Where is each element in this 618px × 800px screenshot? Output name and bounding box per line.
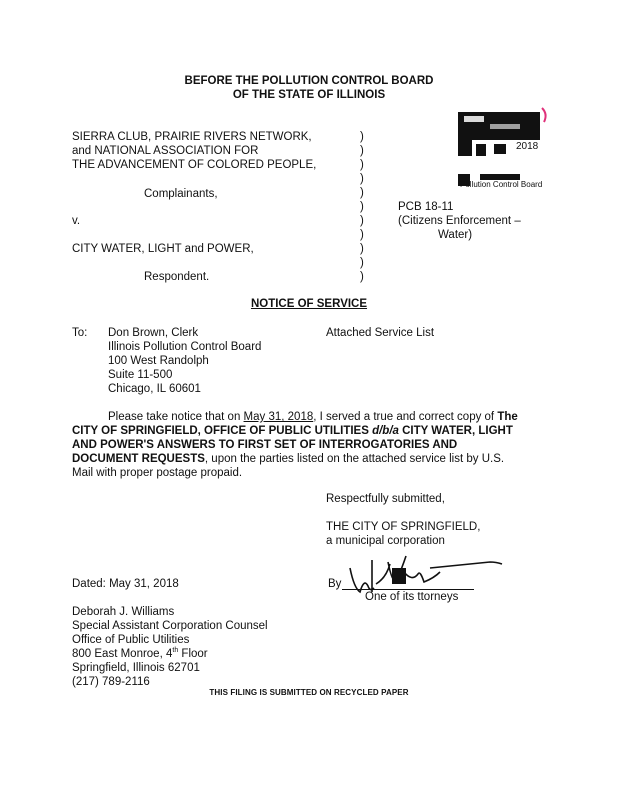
stamp-board-name: Pollution Control Board — [460, 180, 543, 189]
document-name: CITY OF SPRINGFIELD, OFFICE OF PUBLIC UTILITIES — [72, 425, 373, 437]
body-text: Please take notice that on — [108, 411, 244, 423]
caption-paren: ) — [360, 173, 364, 185]
body-line-3: AND POWER'S ANSWERS TO FIRST SET OF INTERROGATORIES AND — [72, 439, 458, 451]
filing-stamp — [454, 104, 552, 200]
counsel-phone: (217) 789-2116 — [72, 676, 150, 688]
caption-paren: ) — [360, 215, 364, 227]
attached-service-list: Attached Service List — [326, 327, 435, 339]
recipient-line-4: Suite 11-500 — [108, 369, 173, 381]
attorneys-caption: One of its ttorneys — [365, 591, 459, 603]
organization-description: a municipal corporation — [326, 535, 445, 547]
recycled-paper-footer: THIS FILING IS SUBMITTED ON RECYCLED PAPER — [209, 688, 409, 697]
address-superscript: th — [172, 647, 179, 655]
dba-text: d/b/a — [372, 425, 399, 437]
versus-label: v. — [72, 215, 81, 227]
caption-paren: ) — [360, 271, 364, 283]
recipient-line-1: Don Brown, Clerk — [108, 327, 199, 339]
court-title-line-2: OF THE STATE OF ILLINOIS — [232, 89, 386, 101]
complainants-label: Complainants, — [144, 188, 218, 200]
counsel-city: Springfield, Illinois 62701 — [72, 662, 200, 674]
recipient-line-2: Illinois Pollution Control Board — [108, 341, 262, 353]
address-text: Floor — [178, 648, 208, 660]
body-text: , upon the parties listed on the attached service list by U.S. — [204, 453, 505, 465]
counsel-address — [72, 647, 208, 661]
document-name-start: The — [497, 411, 518, 423]
caption-paren: ) — [360, 131, 364, 143]
recipient-line-3: 100 West Randolph — [108, 355, 209, 367]
respectfully-submitted: Respectfully submitted, — [326, 493, 445, 505]
body-line-2 — [72, 424, 513, 438]
case-number: PCB 18-11 — [398, 201, 454, 213]
caption-paren: ) — [360, 187, 364, 199]
recipient-line-5: Chicago, IL 60601 — [108, 383, 201, 395]
stamp-date: 2018 — [516, 141, 539, 152]
to-label: To: — [72, 327, 88, 339]
document-title: NOTICE OF SERVICE — [250, 298, 368, 310]
counsel-name: Deborah J. Williams — [72, 606, 175, 618]
body-line-4 — [72, 452, 504, 466]
respondent-name: CITY WATER, LIGHT and POWER, — [72, 243, 254, 255]
caption-paren: ) — [360, 145, 364, 157]
complainant-line-1: SIERRA CLUB, PRAIRIE RIVERS NETWORK, — [72, 131, 312, 143]
body-text: , I served a true and correct copy of — [313, 411, 498, 423]
document-name: CITY WATER, LIGHT — [398, 425, 513, 437]
case-type-line-2: Water) — [438, 229, 473, 241]
case-type-line-1: (Citizens Enforcement – — [398, 215, 521, 227]
caption-paren: ) — [360, 201, 364, 213]
caption-paren: ) — [360, 159, 364, 171]
document-name-end: DOCUMENT REQUESTS — [72, 453, 205, 465]
organization-name: THE CITY OF SPRINGFIELD, — [326, 521, 481, 533]
counsel-title: Special Assistant Corporation Counsel — [72, 620, 268, 632]
dated-line: Dated: May 31, 2018 — [72, 578, 179, 590]
body-line-1 — [108, 410, 518, 424]
address-text: 800 East Monroe, 4 — [72, 648, 173, 660]
caption-paren: ) — [360, 243, 364, 255]
caption-paren: ) — [360, 257, 364, 269]
caption-paren: ) — [360, 229, 364, 241]
respondent-label: Respondent. — [144, 271, 210, 283]
complainant-line-2: and NATIONAL ASSOCIATION FOR — [72, 145, 259, 157]
court-title-line-1: BEFORE THE POLLUTION CONTROL BOARD — [184, 75, 434, 87]
complainant-line-3: THE ADVANCEMENT OF COLORED PEOPLE, — [72, 159, 317, 171]
body-line-5: Mail with proper postage propaid. — [72, 467, 243, 479]
counsel-office: Office of Public Utilities — [72, 634, 190, 646]
by-label: By — [328, 578, 342, 590]
service-date: May 31, 2018 — [243, 411, 314, 423]
